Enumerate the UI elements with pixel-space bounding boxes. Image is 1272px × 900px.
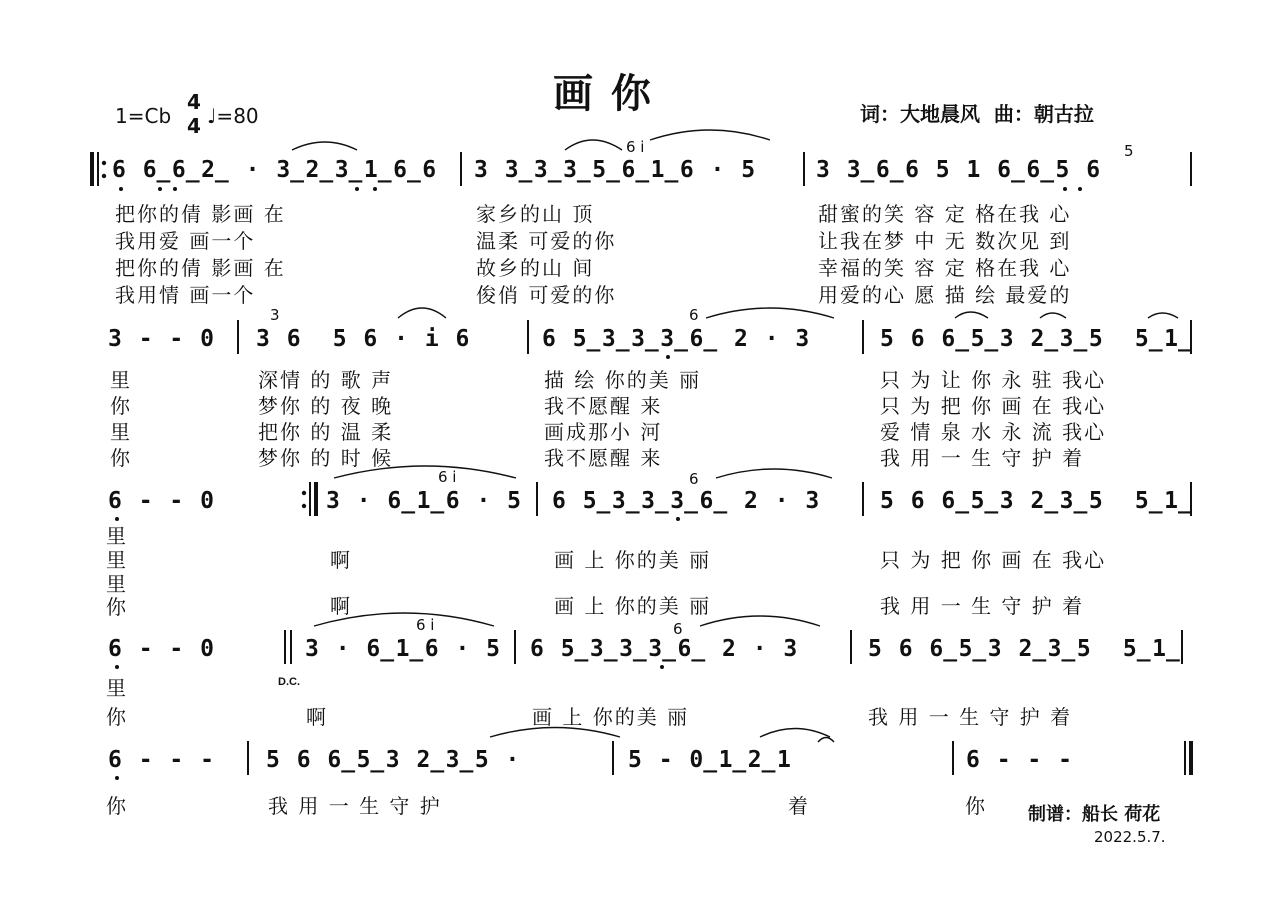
- lyric-s4-v1: 里: [106, 676, 128, 700]
- repeat-dot: [302, 504, 306, 508]
- slur: [760, 729, 830, 738]
- lyric-s2-v1: 里: [110, 368, 132, 392]
- lyric-s3-v2: 里: [106, 548, 128, 572]
- notes-s1-m2: 3 3̲3̲3̲5̲6̲1̲6 · 5: [474, 157, 757, 183]
- lyric-s3-v3: 里: [106, 572, 128, 596]
- slur: [292, 142, 357, 150]
- fermata: [818, 738, 834, 743]
- notes-s2-m3: 6 5̲3̲3̲3̲6̲ 2 · 3: [542, 326, 811, 352]
- grace-note-s1: 6 i: [626, 138, 645, 156]
- lyric-s4-v1c: 画 上 你的美 丽: [532, 705, 690, 729]
- lyric-s5-v1b: 我 用 一 生 守 护: [268, 794, 442, 818]
- octave-dot: [373, 187, 377, 191]
- grace-note-s4b: 6: [673, 620, 683, 638]
- grace-note-s3b: 6: [689, 470, 699, 488]
- octave-dot: [1078, 187, 1082, 191]
- notes-s1-m3: 3 3̲6̲6 5 1 6̲6̲5 6: [816, 157, 1102, 183]
- octave-dot: [119, 187, 123, 191]
- lyric-s1-v3: 把你的倩 影画 在: [115, 256, 286, 280]
- slur: [314, 613, 494, 626]
- octave-dot: [1063, 187, 1067, 191]
- lyric-s2-v2b: 梦你 的 夜 晚: [258, 394, 394, 418]
- lyric-s1-v2b: 温柔 可爱的你: [476, 229, 617, 253]
- notes-s1-m1: 6 6̲6̲2̲ · 3̲2̲3̲1̲6̲6: [112, 157, 438, 183]
- lyric-s1-v1b: 家乡的山 顶: [476, 202, 595, 226]
- lyric-s4-v2: 你: [106, 705, 128, 729]
- lyric-s1-v1: 把你的倩 影画 在: [115, 202, 286, 226]
- repeat-dot: [102, 161, 106, 165]
- grace-note-s1b: 5: [1124, 142, 1134, 160]
- meter-bottom: 4: [187, 114, 201, 138]
- lyric-s1-v1c: 甜蜜的笑 容 定 格在我 心: [818, 202, 1072, 226]
- lyric-s2-v3c: 画成那小 河: [544, 420, 663, 444]
- song-title: 画 你: [553, 70, 653, 117]
- grace-note-s4: 6 i: [416, 616, 435, 634]
- repeat-dot: [102, 174, 106, 178]
- notes-s5-m4: 6 - - -: [966, 747, 1074, 773]
- lyric-s5-v1d: 你: [965, 794, 987, 818]
- lyric-s2-v4: 你: [110, 446, 132, 470]
- octave-dot: [158, 187, 162, 191]
- lyric-s2-v1b: 深情 的 歌 声: [258, 368, 394, 392]
- slur: [490, 728, 620, 738]
- lyric-s3-v1: 里: [106, 524, 128, 548]
- slur: [1148, 313, 1178, 318]
- slur: [398, 308, 446, 318]
- lyric-s3-v1b: 啊: [330, 548, 352, 572]
- lyric-s3-v1c: 画 上 你的美 丽: [554, 548, 712, 572]
- dc-marking: D.C.: [278, 676, 300, 688]
- octave-dot: [676, 517, 680, 521]
- tempo-marking: ♩=80: [207, 104, 259, 128]
- lyric-s2-v3: 里: [110, 420, 132, 444]
- notes-s4-m1: 6 - - 0: [108, 636, 216, 662]
- lyric-s1-v4b: 俊俏 可爱的你: [476, 283, 617, 307]
- lyric-s3-v2b: 啊: [330, 594, 352, 618]
- grace-note-s2: 3: [270, 306, 280, 324]
- lyric-s1-v2c: 让我在梦 中 无 数次见 到: [818, 229, 1072, 253]
- notes-s3-m1: 6 - - 0: [108, 488, 216, 514]
- lyric-s2-v1c: 描 绘 你的美 丽: [544, 368, 702, 392]
- lyric-s3-v1d: 只 为 把 你 画 在 我心: [880, 548, 1107, 572]
- lyric-s1-v2: 我用爱 画一个: [115, 229, 256, 253]
- lyric-s1-v4: 我用情 画一个: [115, 283, 256, 307]
- lyric-s2-v3b: 把你 的 温 柔: [258, 420, 394, 444]
- lyric-s4-v1d: 我 用 一 生 守 护 着: [868, 705, 1073, 729]
- notes-s4-m2: 3 · 6̲1̲6 · 5: [305, 636, 502, 662]
- key-signature: 1=Cb: [115, 104, 172, 128]
- lyric-s2-v3d: 爱 情 泉 水 永 流 我心: [880, 420, 1107, 444]
- notes-s3-m2: 3 · 6̲1̲6 · 5: [326, 488, 523, 514]
- slur: [565, 140, 622, 150]
- lyric-s2-v4d: 我 用 一 生 守 护 着: [880, 446, 1085, 470]
- lyric-s2-v2c: 我不愿醒 来: [544, 394, 663, 418]
- lyric-s1-v4c: 用爱的心 愿 描 绘 最爱的: [818, 283, 1072, 307]
- grace-note-s2b: 6: [689, 306, 699, 324]
- lyric-s3-v4: 你: [106, 595, 128, 619]
- credits: 词：大地晨风 曲：朝古拉: [860, 102, 1094, 126]
- notes-s2-m2: 3 6 5 6 · i 6: [256, 326, 471, 352]
- octave-dot: [115, 776, 119, 780]
- octave-dot: [666, 355, 670, 359]
- lyric-s5-v1: 你: [106, 794, 128, 818]
- grace-note-s3: 6 i: [438, 468, 457, 486]
- octave-dot: [115, 665, 119, 669]
- arranger-credit: 制谱：船长 荷花: [1028, 804, 1161, 825]
- slur: [334, 466, 516, 478]
- notes-s5-m1: 6 - - -: [108, 747, 216, 773]
- notes-s2-m1: 3 - - 0: [108, 326, 216, 352]
- slur: [650, 130, 770, 140]
- lyric-s2-v4b: 梦你 的 时 候: [258, 446, 394, 470]
- lyric-s1-v3c: 幸福的笑 容 定 格在我 心: [818, 256, 1072, 280]
- notes-s2-m4: 5 6 6̲5̲3 2̲3̲5 5̲1̲: [880, 326, 1194, 352]
- lyric-s1-v3b: 故乡的山 间: [476, 256, 595, 280]
- slur: [700, 616, 820, 626]
- lyric-s2-v2d: 只 为 把 你 画 在 我心: [880, 394, 1107, 418]
- lyric-s3-v2d: 我 用 一 生 守 护 着: [880, 594, 1085, 618]
- octave-dot: [173, 187, 177, 191]
- slur: [955, 312, 988, 318]
- slur: [716, 469, 832, 478]
- octave-dot: [660, 665, 664, 669]
- octave-dot: [355, 187, 359, 191]
- repeat-dot: [302, 491, 306, 495]
- meter-top: 4: [187, 90, 201, 114]
- octave-dot: [115, 517, 119, 521]
- date-stamp: 2022.5.7.: [1094, 828, 1166, 846]
- notes-s4-m3: 6 5̲3̲3̲3̲6̲ 2 · 3: [530, 636, 799, 662]
- lyric-s2-v2: 你: [110, 394, 132, 418]
- notes-s5-m3: 5 - 0̲1̲2̲1: [628, 747, 793, 773]
- lyric-s3-v2c: 画 上 你的美 丽: [554, 594, 712, 618]
- notes-s3-m4: 5 6 6̲5̲3 2̲3̲5 5̲1̲: [880, 488, 1194, 514]
- notes-s5-m2: 5 6 6̲5̲3 2̲3̲5 ·: [266, 747, 521, 773]
- slur: [1040, 313, 1066, 318]
- notes-s4-m4: 5 6 6̲5̲3 2̲3̲5 5̲1̲: [868, 636, 1182, 662]
- slur: [706, 308, 834, 318]
- lyric-s2-v1d: 只 为 让 你 永 驻 我心: [880, 368, 1107, 392]
- lyric-s4-v1b: 啊: [306, 705, 328, 729]
- lyric-s5-v1c: 着: [788, 794, 810, 818]
- lyric-s2-v4c: 我不愿醒 来: [544, 446, 663, 470]
- notes-s3-m3: 6 5̲3̲3̲3̲6̲ 2 · 3: [552, 488, 821, 514]
